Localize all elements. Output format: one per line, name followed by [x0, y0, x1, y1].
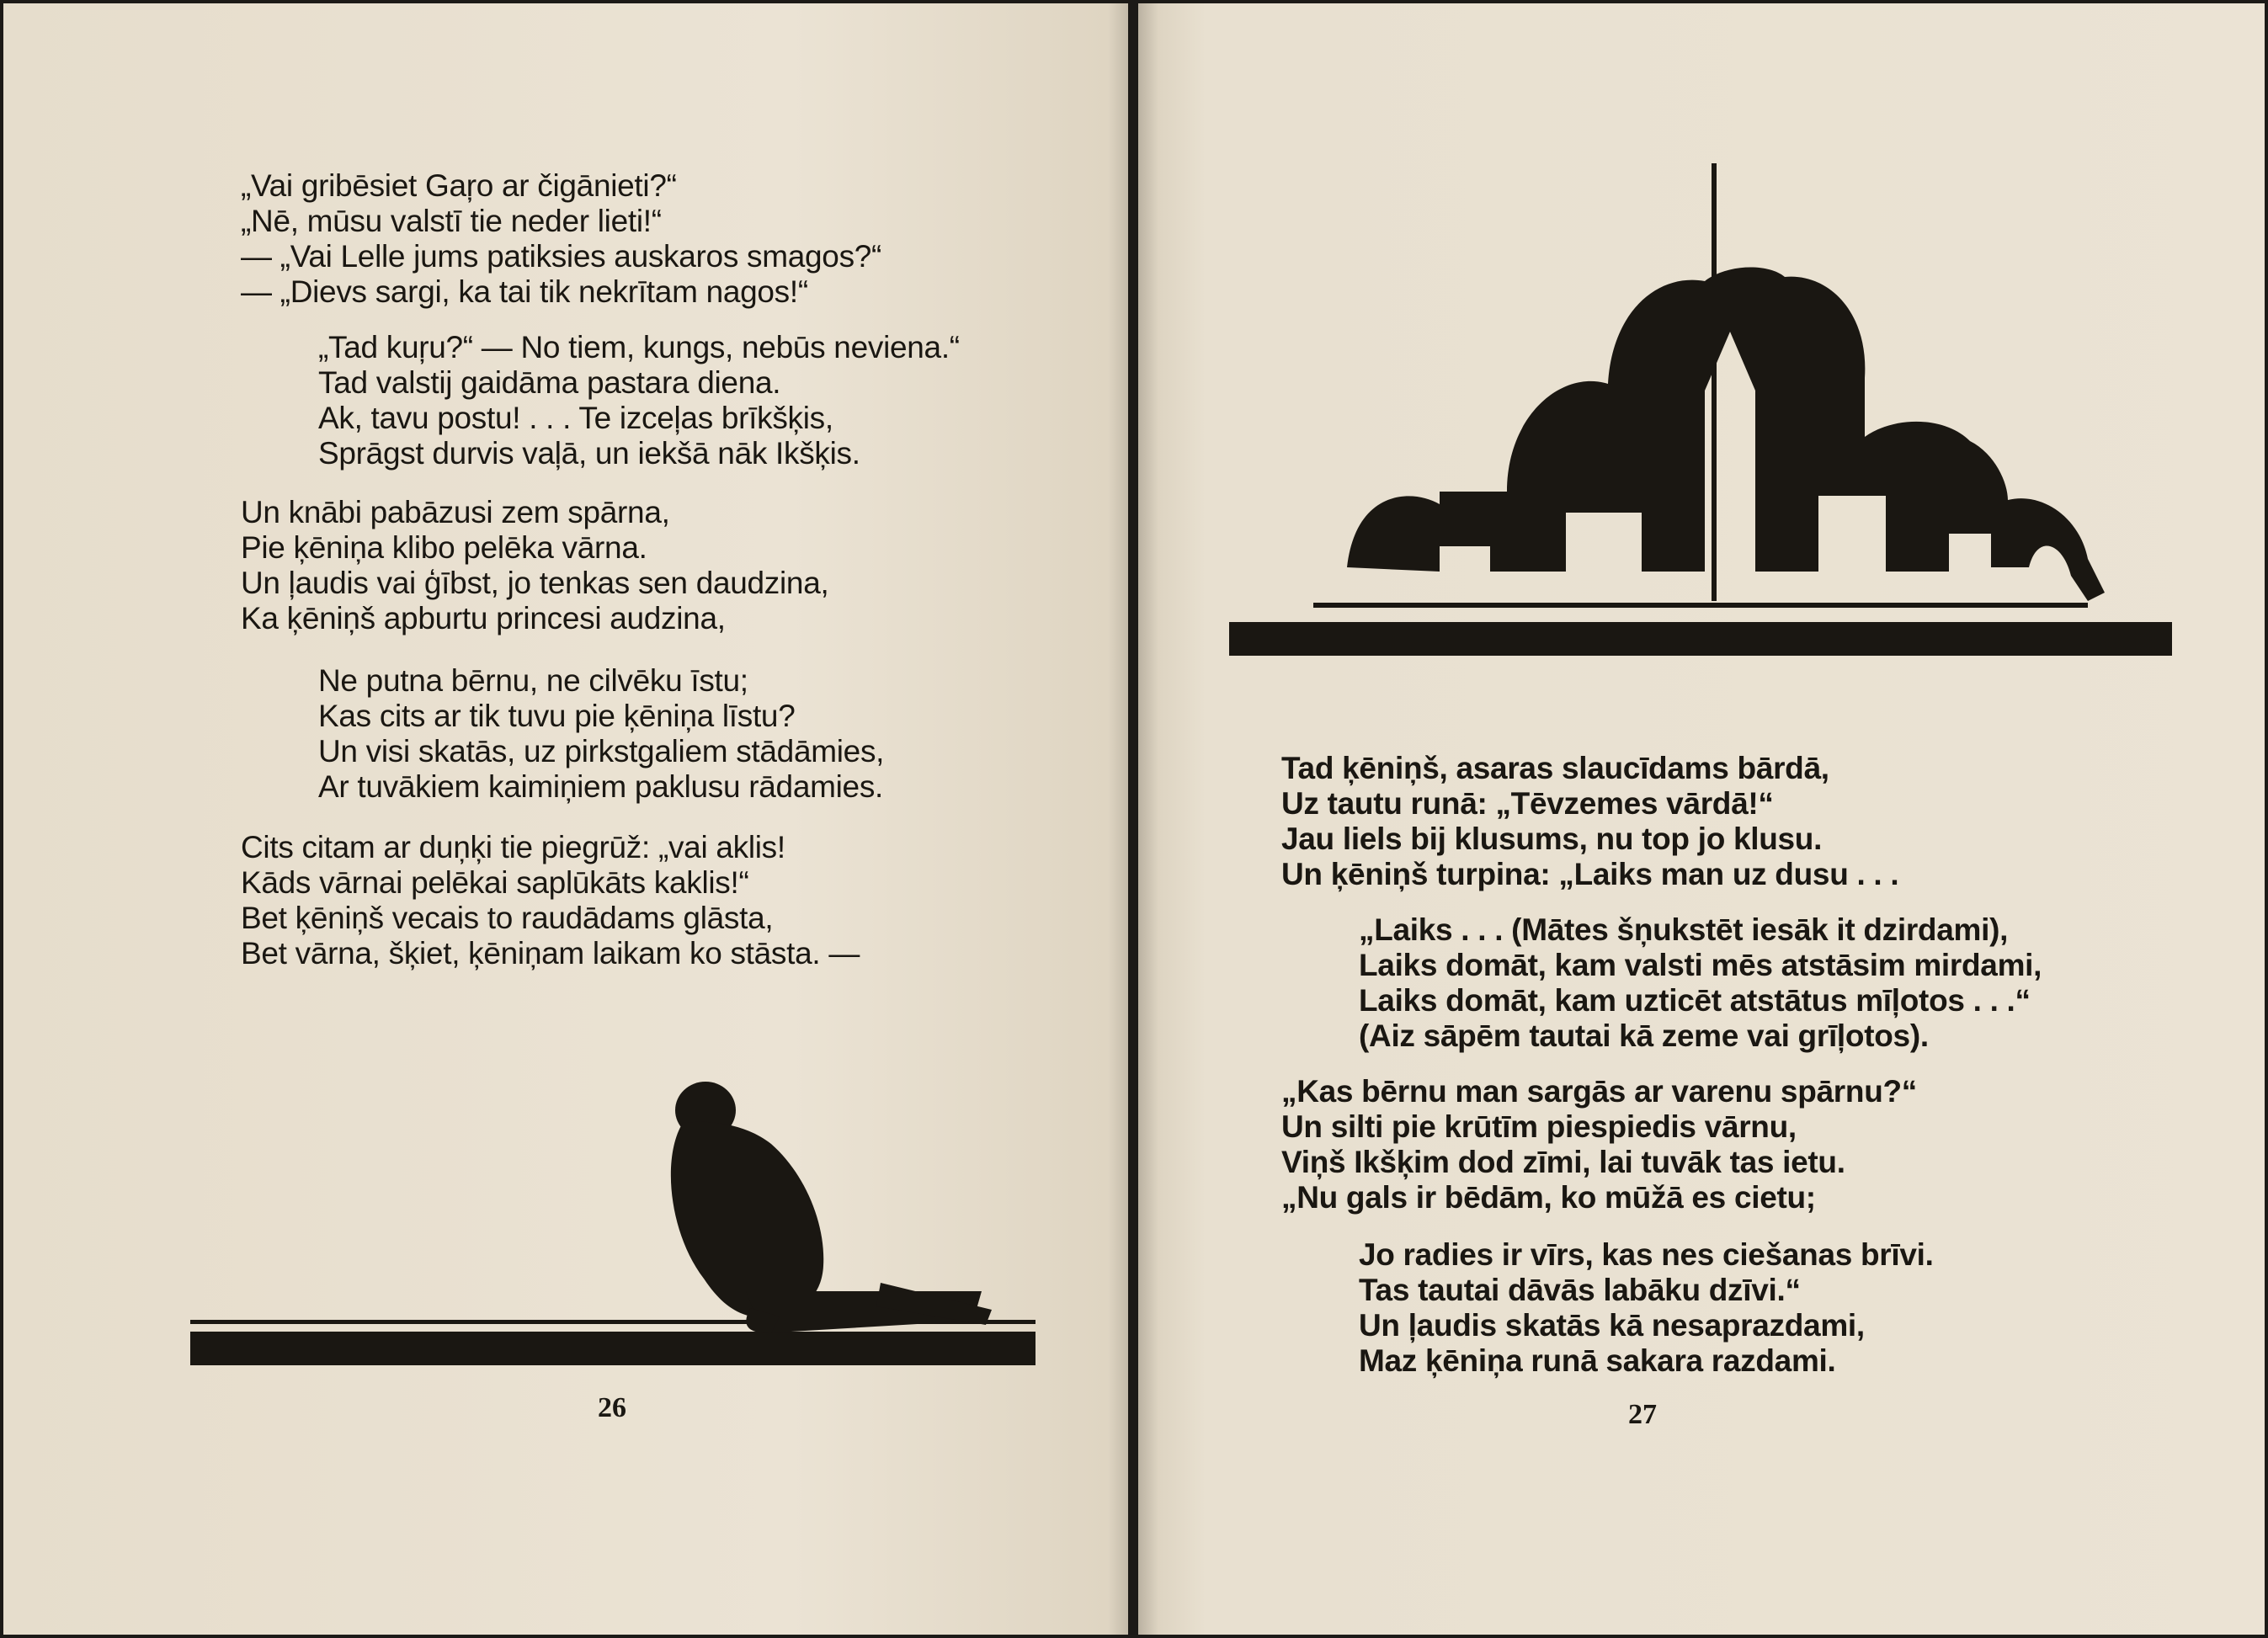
- base-line-icon: [1313, 603, 2088, 608]
- verse-line: „Vai gribēsiet Gaŗo ar čigānieti?“: [241, 168, 677, 203]
- verse-line: Jau liels bij klusums, nu top jo klusu.: [1281, 822, 1823, 856]
- verse-line: Kāds vārnai pelēkai saplūkāts kaklis!“: [241, 865, 749, 900]
- verse-line: Ar tuvākiem kaimiņiem paklusu rādamies.: [318, 769, 883, 804]
- gutter-shadow: [1108, 3, 1128, 1635]
- palace-illustration: [1229, 163, 2180, 668]
- verse-line: „Nu gals ir bēdām, ko mūžā es cietu;: [1281, 1180, 1816, 1215]
- verse-line: „Kas bērnu man sargās ar varenu spārnu?“: [1281, 1074, 1917, 1109]
- ground-bar-icon: [190, 1332, 1036, 1365]
- verse-line: Un ļaudis skatās kā nesaprazdami,: [1359, 1308, 1865, 1343]
- verse-line: Laiks domāt, kam valsti mēs atstāsim mirdami,: [1359, 948, 2042, 982]
- verse-line: (Aiz sāpēm tautai kā zeme vai grīļotos).: [1359, 1018, 1929, 1053]
- verse-line: Bet ķēniņš vecais to raudādams glāsta,: [241, 901, 774, 935]
- verse-line: Jo radies ir vīrs, kas nes ciešanas brīvi.: [1359, 1237, 1934, 1272]
- verse-line: — „Dievs sargi, ka tai tik nekrītam nagos!“: [241, 274, 808, 309]
- verse-line: Un silti pie krūtīm piespiedis vārnu,: [1281, 1109, 1797, 1144]
- verse-line: Viņš Ikšķim dod zīmi, lai tuvāk tas ietu.: [1281, 1145, 1845, 1179]
- domed-palace-silhouette-icon: [1347, 268, 2105, 601]
- spire-icon: [1712, 163, 1717, 601]
- verse-line: Tad ķēniņš, asaras slaucīdams bārdā,: [1281, 751, 1829, 785]
- stanza-3: [241, 495, 828, 636]
- verse-line: Ne putna bērnu, ne cilvēku īstu;: [318, 663, 748, 698]
- page-number: 27: [1628, 1399, 1657, 1430]
- verse-line: Uz tautu runā: „Tēvzemes vārdā!“: [1281, 786, 1774, 821]
- stanza-2: [318, 330, 960, 471]
- verse-line: Laiks domāt, kam uzticēt atstātus mīļotos . . .“: [1359, 983, 2031, 1018]
- verse-line: Pie ķēniņa klibo pelēka vārna.: [241, 530, 647, 565]
- left-page: [3, 3, 1128, 1635]
- page-number: 26: [598, 1392, 626, 1423]
- ground-bar-icon: [1229, 622, 2172, 656]
- verse-line: Un visi skatās, uz pirkstgaliem stādāmies,: [318, 734, 885, 768]
- stanza-4: [1359, 1237, 1934, 1379]
- verse-line: Ka ķēniņš apburtu princesi audzina,: [241, 601, 726, 636]
- verse-line: Un ķēniņš turpina: „Laiks man uz dusu . . .: [1281, 857, 1899, 891]
- verse-line: Cits citam ar duņķi tie piegrūž: „vai aklis!: [241, 830, 785, 864]
- verse-line: „Nē, mūsu valstī tie neder lieti!“: [241, 204, 662, 238]
- verse-line: Tas tautai dāvās labāku dzīvi.“: [1359, 1273, 1801, 1307]
- kneeling-figure-icon: [671, 1082, 992, 1333]
- verse-line: „Tad kuŗu?“ — No tiem, kungs, nebūs neviena.“: [318, 330, 960, 364]
- gutter-shadow: [1138, 3, 1158, 1635]
- stanza-4: [318, 663, 884, 805]
- verse-line: „Laiks . . . (Mātes šņukstēt iesāk it dzirdami),: [1359, 912, 2009, 947]
- verse-line: Tad valstij gaidāma pastara diena.: [318, 365, 781, 400]
- verse-line: Ak, tavu postu! . . . Te izceļas brīkšķis,: [318, 401, 833, 435]
- verse-line: Sprāgst durvis vaļā, un iekšā nāk Ikšķis.: [318, 436, 860, 471]
- verse-line: Maz ķēniņa runā sakara razdami.: [1359, 1343, 1836, 1378]
- stanza-1: [241, 168, 881, 310]
- stanza-5: [241, 830, 860, 971]
- stanza-2: [1359, 912, 2042, 1054]
- verse-line: Bet vārna, šķiet, ķēniņam laikam ko stāsta. —: [241, 936, 860, 971]
- verse-line: — „Vai Lelle jums patiksies auskaros smagos?“: [241, 239, 882, 274]
- verse-line: Kas cits ar tik tuvu pie ķēniņa līstu?: [318, 699, 796, 733]
- stanza-3: [1281, 1074, 1917, 1215]
- verse-line: Un ļaudis vai ģībst, jo tenkas sen daudzina,: [241, 566, 829, 600]
- stanza-1: [1281, 751, 1898, 892]
- right-page: [1138, 3, 2265, 1635]
- verse-line: Un knābi pabāzusi zem spārna,: [241, 495, 670, 529]
- kneeling-figure-illustration: [190, 1064, 1041, 1375]
